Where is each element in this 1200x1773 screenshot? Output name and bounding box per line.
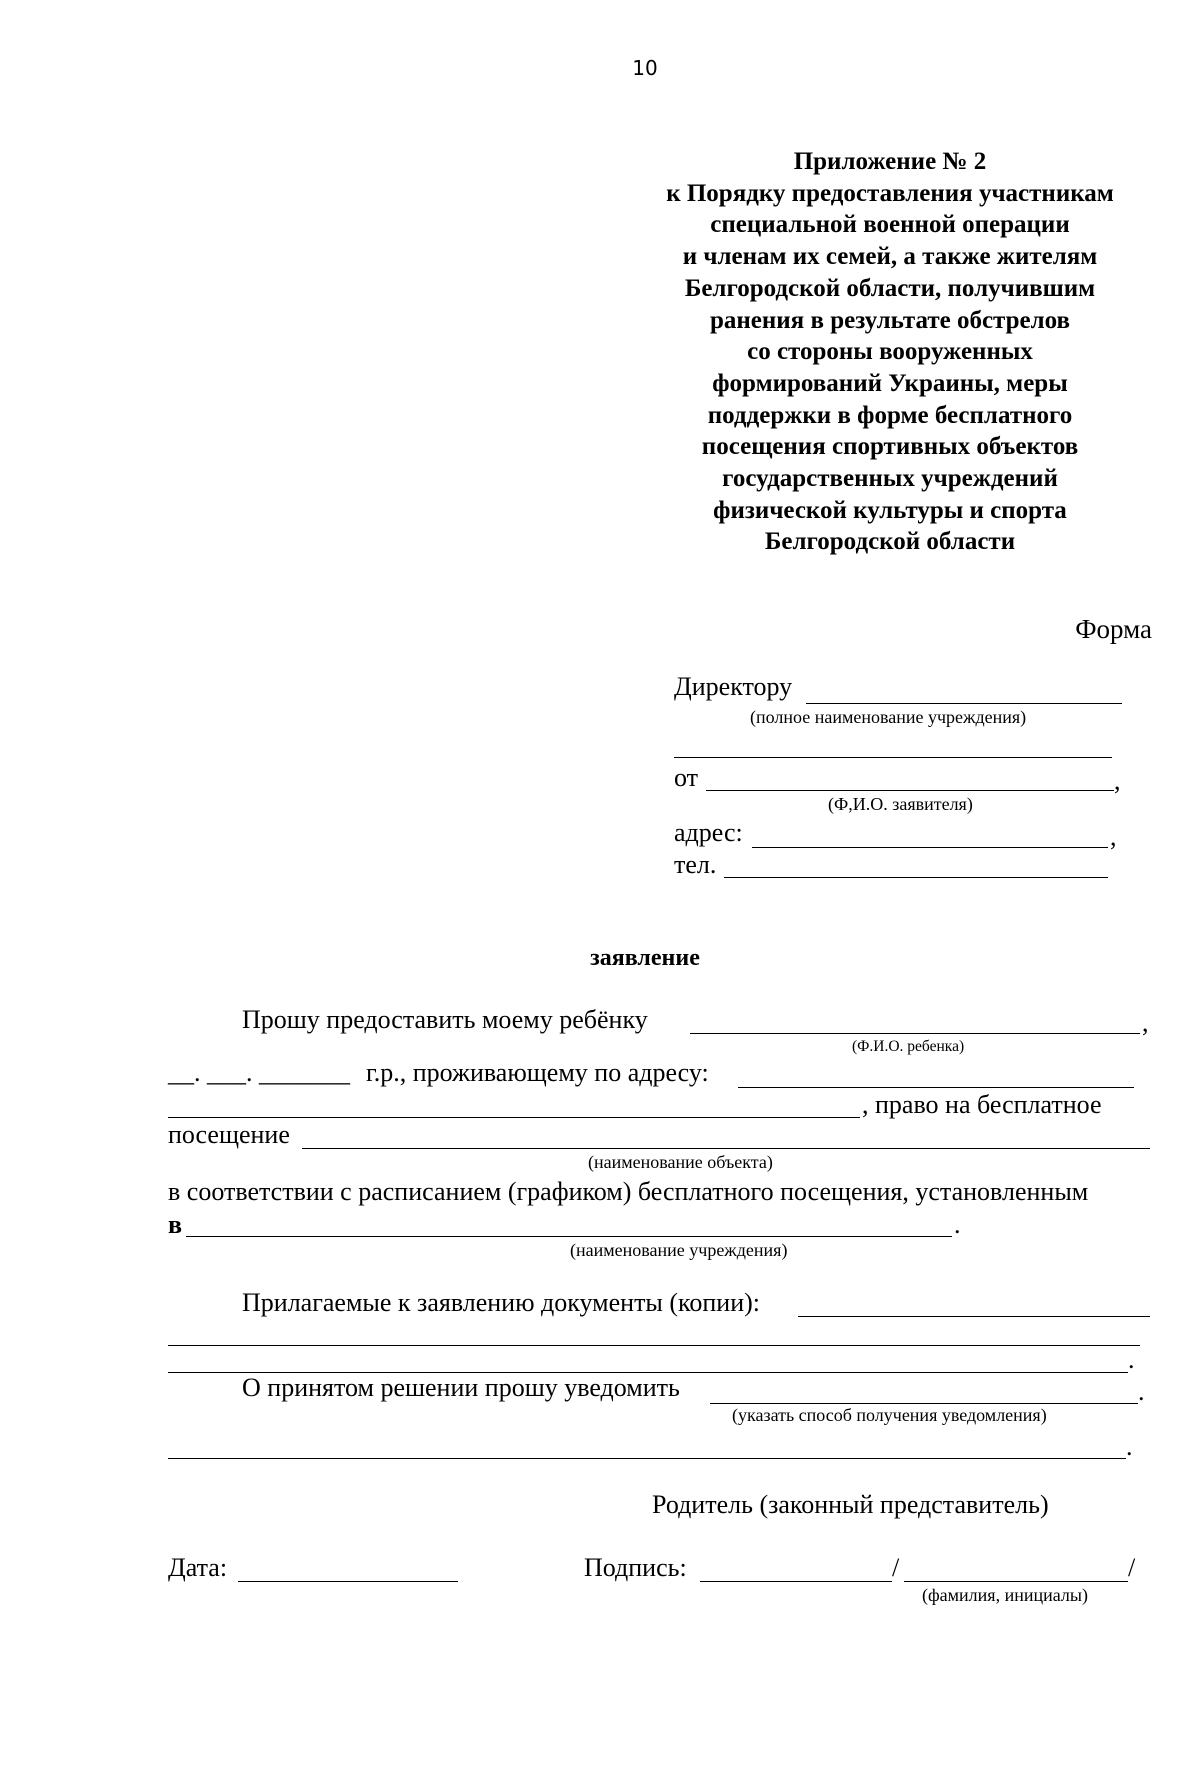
documents-label: Прилагаемые к заявлению документы (копии): [242, 1288, 760, 1317]
in-dot: . [954, 1210, 961, 1239]
director-label: Директору [674, 672, 793, 701]
appendix-heading [620, 146, 1160, 558]
appendix-line: к Порядку предоставления участникам [666, 179, 1114, 207]
appendix-line: и членам их семей, а также жителям [682, 243, 1098, 271]
documents-dot: . [1128, 1345, 1135, 1374]
address-field-line1[interactable] [738, 1087, 1134, 1088]
date-field[interactable] [238, 1581, 458, 1582]
signature-field[interactable] [700, 1581, 892, 1582]
notify-dot: . [1138, 1377, 1145, 1406]
address-field[interactable] [752, 847, 1108, 848]
institution-field-continued[interactable] [674, 757, 1112, 758]
slash-2: / [1128, 1553, 1136, 1582]
visit-label: посещение [168, 1120, 290, 1149]
notify-hint: (указать способ получения уведомления) [732, 1405, 1047, 1425]
schedule-text: в соответствии с расписанием (графиком) бесплатного посещения, установленным [168, 1177, 1089, 1206]
applicant-hint: (Ф,И.О. заявителя) [828, 794, 973, 814]
from-comma: , [1114, 766, 1121, 795]
appendix-line: со стороны вооруженных [747, 338, 1033, 366]
director-field[interactable] [806, 703, 1122, 704]
form-label: Форма [1075, 614, 1152, 644]
applicant-field[interactable] [706, 790, 1114, 791]
parent-label: Родитель (законный представитель) [652, 1490, 1049, 1519]
appendix-line: Приложение № 2 [793, 148, 987, 175]
object-hint: (наименование объекта) [588, 1152, 773, 1172]
child-name-field[interactable] [690, 1033, 1140, 1034]
appendix-line: посещения спортивных объектов [701, 433, 1079, 461]
phone-field[interactable] [724, 877, 1108, 878]
institution-hint2: (наименование учреждения) [570, 1240, 788, 1260]
appendix-line: ранения в результате обстрелов [709, 306, 1071, 334]
appendix-line: формирований Украины, меры [712, 369, 1068, 397]
documents-field-line2[interactable] [168, 1345, 1140, 1346]
address-comma: , [1110, 822, 1117, 851]
appendix-line: специальной военной операции [710, 211, 1070, 239]
phone-label: тел. [674, 850, 717, 879]
request-comma: , [1142, 1008, 1149, 1037]
in-label: в [168, 1210, 183, 1239]
address-field-line2[interactable] [168, 1117, 860, 1118]
institution-hint: (полное наименование учреждения) [750, 707, 1027, 727]
appendix-line: поддержки в форме бесплатного [707, 401, 1073, 429]
document-title: заявление [590, 945, 700, 971]
residence-text: г.р., проживающему по адресу: [366, 1058, 709, 1087]
appendix-line: государственных учреждений [722, 465, 1058, 493]
surname-initials-field[interactable] [904, 1581, 1128, 1582]
notify-label: О принятом решении прошу уведомить [242, 1373, 680, 1402]
notify-dot2: . [1126, 1432, 1133, 1461]
from-label: от [674, 763, 699, 792]
slash-1: / [892, 1553, 900, 1582]
object-field[interactable] [302, 1148, 1150, 1149]
request-text: Прошу предоставить моему ребёнку [242, 1005, 648, 1034]
page-number: 10 [632, 56, 658, 80]
address-label: адрес: [674, 818, 743, 847]
birth-date-field[interactable]: __. ___. _______ [168, 1058, 350, 1087]
notify-method-field[interactable] [710, 1403, 1138, 1404]
appendix-line: Белгородской области [764, 528, 1016, 556]
notify-field-line2[interactable] [168, 1458, 1126, 1459]
child-hint: (Ф.И.О. ребенка) [852, 1038, 965, 1055]
appendix-line: физической культуры и спорта [713, 496, 1067, 524]
documents-field-line1[interactable] [798, 1316, 1150, 1317]
right-text: , право на бесплатное [862, 1090, 1102, 1119]
signature-label: Подпись: [584, 1553, 687, 1582]
appendix-line: Белгородской области, получившим [684, 274, 1096, 302]
name-hint: (фамилия, инициалы) [922, 1585, 1088, 1605]
institution-field[interactable] [186, 1236, 952, 1237]
date-label: Дата: [168, 1553, 228, 1582]
